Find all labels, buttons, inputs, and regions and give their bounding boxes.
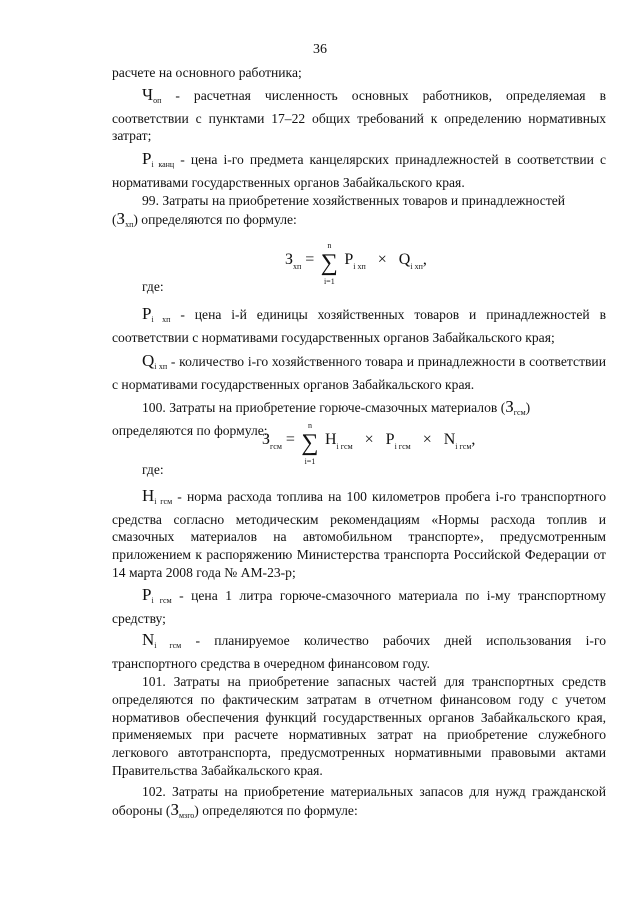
definition-ch-op	[112, 86, 606, 145]
clause-101	[112, 673, 606, 780]
paragraph-1-text: расчете на основного работника;	[112, 65, 302, 80]
symbol-n-gsm: Н	[142, 485, 155, 505]
formula-term-q: Q	[398, 251, 411, 268]
sum-lower-limit: i=1	[323, 277, 335, 286]
formula2-term-p: P	[385, 431, 395, 448]
formula2-comma: ,	[471, 431, 476, 448]
text-upper	[112, 64, 606, 233]
formula-fuel	[262, 421, 476, 466]
definition-q-hp	[112, 352, 606, 394]
formula-term-p-sub: i хп	[353, 262, 366, 271]
clause-99-text: 99. Затраты на приобретение хозяйственных товаров и принадлежностей	[142, 192, 566, 208]
formula-term-p: P	[344, 251, 354, 268]
definition-p-hp	[112, 305, 606, 347]
sum-operator	[318, 241, 340, 286]
symbol-n-gsm-sub: i гсм	[154, 496, 173, 506]
clause-100-text: 100. Затраты на приобретение горюче-смазочных материалов (	[142, 399, 506, 415]
symbol-p: P	[142, 149, 152, 169]
symbol-p-hp: P	[142, 303, 152, 323]
formula-comma: ,	[422, 251, 427, 268]
definition-days-gsm	[112, 631, 606, 673]
symbol-q-hp: Q	[142, 351, 155, 371]
text-lower	[112, 461, 606, 824]
symbol-p-gsm: P	[142, 584, 152, 604]
definition-p-gsm	[112, 586, 606, 628]
clause-100-cont-text: определяются по формуле:	[112, 422, 268, 438]
formula2-term-p-sub: i гсм	[394, 442, 411, 451]
clause-102-end: ) определяются по формуле:	[194, 802, 358, 818]
definition-n-gsm	[112, 487, 606, 582]
symbol-p-gsm-sub: i гсм	[151, 595, 172, 605]
definition-p-kanc-text: - цена i-го предмета канцелярских принадлежностей в соответствии с нормативами государственных органов Забайкальского края.	[112, 152, 606, 190]
formula2-equals: =	[285, 431, 295, 448]
definition-p-gsm-text: - цена 1 литра горюче-смазочного материала по i-му транспортному средству;	[112, 587, 606, 626]
clause-99-cont	[112, 210, 606, 234]
formula2-term-nn-sub: i гсм	[455, 442, 472, 451]
sum2-sign: ∑	[301, 430, 319, 456]
page-number: 36	[313, 42, 327, 57]
definition-days-gsm-text: - планируемое количество рабочих дней использования i-го транспортного средства в очередном финансовом году.	[112, 633, 606, 672]
sum2-operator	[299, 421, 321, 466]
symbol-z-gsm-sub: гсм	[513, 407, 526, 417]
formula2-times-2: ×	[422, 431, 432, 448]
sum-sign: ∑	[320, 250, 338, 276]
clause-99	[112, 192, 606, 210]
symbol-z-mzgo: З	[170, 799, 179, 819]
formula2-times-1: ×	[364, 431, 374, 448]
formula2-lhs-sub: гсм	[270, 442, 282, 451]
sum2-lower-limit: i=1	[304, 457, 316, 466]
symbol-z-sub: хп	[125, 219, 134, 229]
symbol-z-gsm: З	[505, 396, 514, 416]
formula-equals: =	[305, 251, 315, 268]
clause-102-text: 102. Затраты на приобретение материальных запасов для нужд гражданской обороны (	[112, 783, 606, 818]
formula-household	[285, 241, 427, 286]
definition-p-kanc	[112, 150, 606, 192]
where-1	[112, 278, 606, 296]
paragraph-1	[112, 64, 606, 82]
formula-lhs: З	[285, 251, 294, 268]
sum2-upper-limit: n	[307, 421, 312, 430]
formula2-term-n: Н	[324, 431, 337, 448]
symbol-z-mzgo-sub: мзго	[178, 810, 195, 820]
sum-upper-limit: n	[327, 241, 332, 250]
symbol-ch-sub: оп	[153, 95, 162, 105]
formula-times: ×	[377, 251, 387, 268]
definition-p-hp-text: - цена i-й единицы хозяйственных товаров и принадлежностей в соответствии с нормативами государственных органов Забайкальского края;	[112, 306, 606, 345]
symbol-p-hp-sub: i хп	[151, 314, 171, 324]
clause-99-cont-text: ) определяются по формуле:	[133, 211, 297, 227]
clause-100	[112, 398, 606, 422]
where-2	[112, 461, 606, 479]
formula2-term-n-sub: i гсм	[336, 442, 353, 451]
symbol-ch: Ч	[142, 84, 154, 104]
paren-open: (	[112, 211, 117, 227]
where-1-text: где:	[142, 279, 164, 294]
symbol-q-hp-sub: i хп	[154, 362, 168, 372]
definition-n-gsm-text: - норма расхода топлива на 100 километров пробега i-го транспортного средства согласно методическим рекомендациям «Нормы расхода топлив и смазочных материалов на автомобильном транспорте», предусмотренным приложением к распоряжению Министерства транспорта Российской Федерации от 14 марта 2008 года № АМ-23-р;	[112, 488, 607, 580]
text-middle	[112, 278, 606, 440]
symbol-days-gsm-sub: i гсм	[154, 641, 182, 651]
symbol-days-gsm: N	[142, 630, 155, 650]
definition-ch-op-text: - расчетная численность основных работников, определяемая в соответствии с пунктами 17–22 общих требований к определению нормативных затрат;	[112, 87, 606, 144]
clause-102	[112, 783, 606, 825]
definition-q-hp-text: - количество i-го хозяйственного товара и принадлежности в соответствии с нормативами государственных органов Забайкальского края.	[112, 354, 606, 393]
formula2-term-nn: N	[443, 431, 456, 448]
clause-101-text: 101. Затраты на приобретение запасных частей для транспортных средств определяются по фактическим затратам в отчетном финансовом году с учетом нормативов обеспечения функций государственных органов Забайкальского края, применяемых при расчете нормативных затрат на приобретение служебного легкового автотранспорта, предусмотренных нормативными правовыми актами Правительства Забайкальского края.	[112, 673, 606, 778]
symbol-p-sub: i канц	[151, 160, 175, 170]
formula-lhs-sub: хп	[293, 262, 302, 271]
paren-close: )	[525, 399, 531, 415]
formula-term-q-sub: i хп	[410, 262, 423, 271]
formula2-lhs: З	[262, 431, 271, 448]
where-2-text: где:	[142, 462, 164, 477]
symbol-z: З	[116, 208, 126, 228]
